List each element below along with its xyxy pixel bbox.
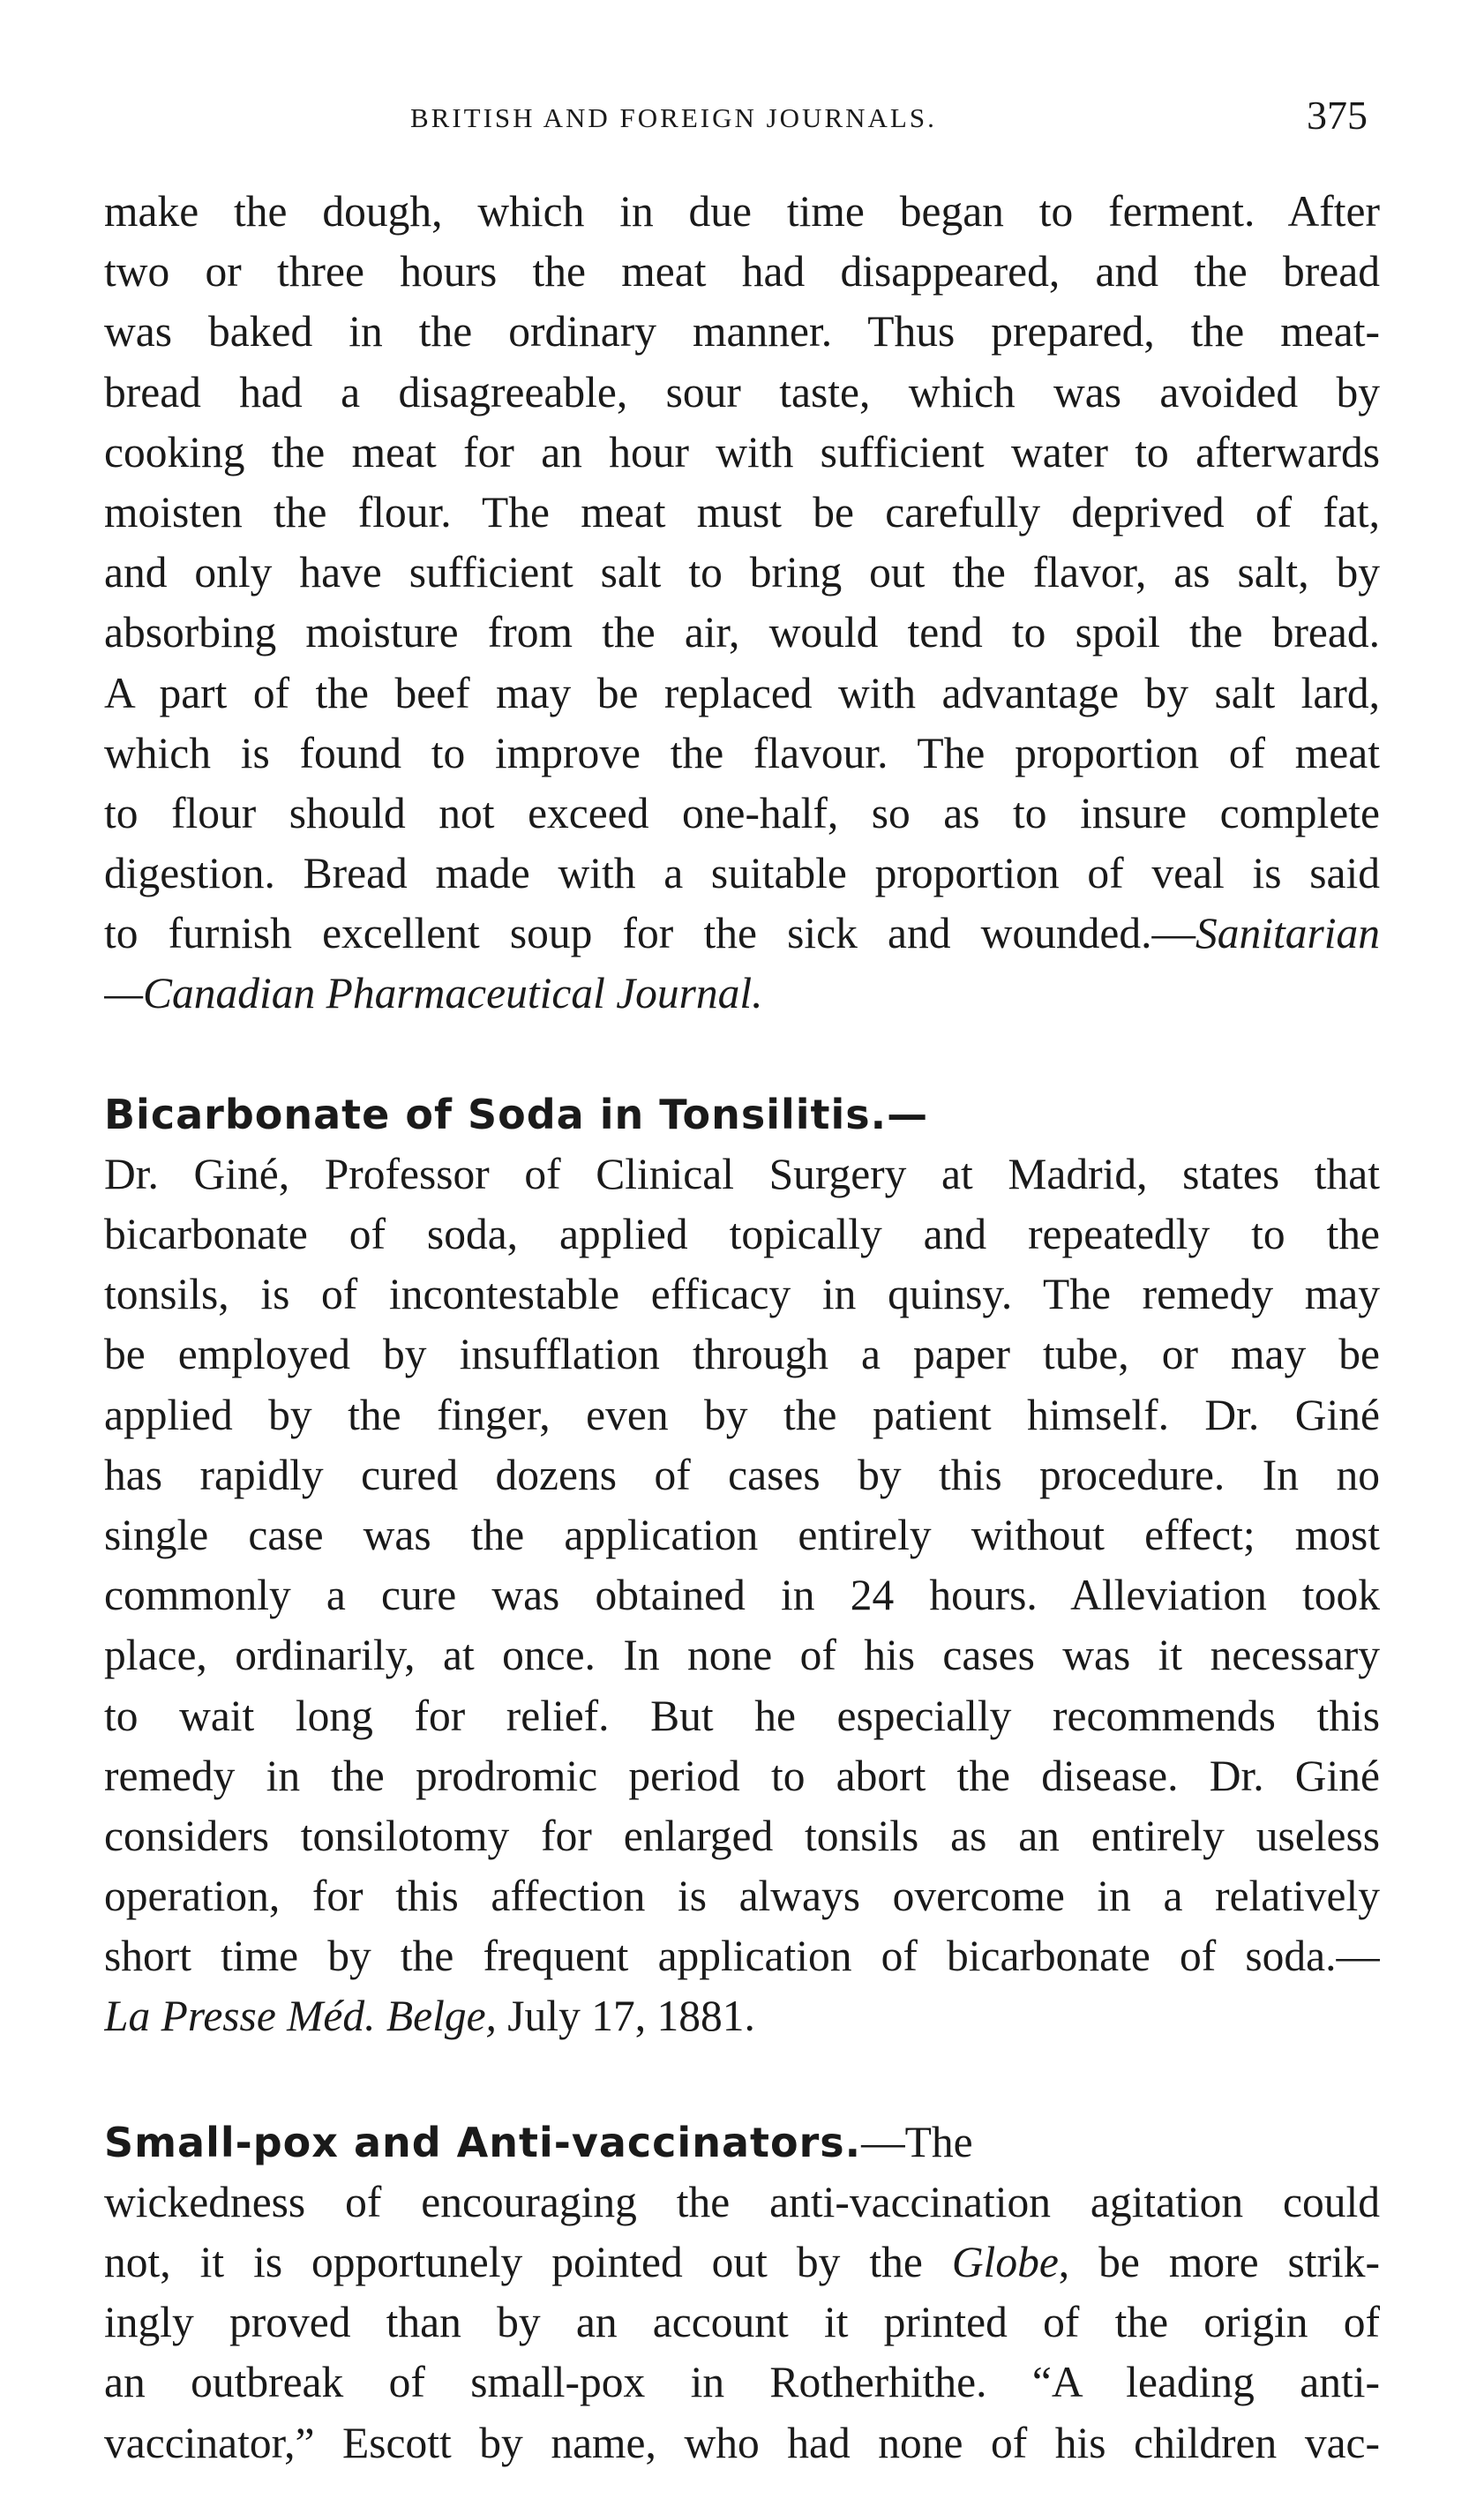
text-line: bicarbonate of soda, applied topically and repeatedly to the bbox=[104, 1210, 1380, 1258]
text-line: bread had a disagreeable, sour taste, which was avoided by bbox=[104, 367, 1380, 416]
text-line: A part of the beef may be replaced with advantage by salt lard, bbox=[104, 668, 1380, 717]
heading-text: Small-pox and Anti-vaccinators. bbox=[104, 2118, 862, 2166]
source-citation bbox=[104, 1986, 1380, 2046]
text-line: vaccinator,” Escott by name, who had none of his children vac- bbox=[104, 2418, 1380, 2467]
text-line: to flour should not exceed one-half, so as to insure complete bbox=[104, 788, 1380, 837]
text-line: and only have sufficient salt to bring out the flavor, as salt, by bbox=[104, 548, 1380, 597]
text-line: commonly a cure was obtained in 24 hours. Alleviation took bbox=[104, 1571, 1380, 1620]
line-text: not, it is opportunely pointed out by the bbox=[104, 2238, 952, 2286]
text-line: wickedness of encouraging the anti-vaccination agitation could bbox=[104, 2177, 1380, 2226]
text-line: cooking the meat for an hour with sufficient water to afterwards bbox=[104, 427, 1380, 477]
text-line: two or three hours the meat had disappeared, and the bread bbox=[104, 247, 1380, 296]
running-title: BRITISH AND FOREIGN JOURNALS. bbox=[410, 102, 937, 133]
page-number: 375 bbox=[1307, 93, 1368, 138]
running-head bbox=[106, 85, 1376, 138]
text-line: make the dough, which in due time began to ferment. After bbox=[104, 187, 1380, 236]
article-body bbox=[104, 182, 1380, 2473]
text-line: moisten the flour. The meat must be carefully deprived of fat, bbox=[104, 487, 1380, 537]
text-line: short time by the frequent application of bicarbonate of soda.— bbox=[104, 1932, 1380, 1981]
text-line: which is found to improve the flavour. The proportion of meat bbox=[104, 728, 1380, 777]
text-line: applied by the finger, even by the patient himself. Dr. Giné bbox=[104, 1390, 1380, 1439]
paragraph-meat-bread bbox=[104, 182, 1380, 1024]
article-smallpox-antivaccinators bbox=[104, 2113, 1380, 2473]
text-line: remedy in the prodromic period to abort the disease. Dr. Giné bbox=[104, 1751, 1380, 1800]
text-line: ingly proved than by an account it printed of the origin of bbox=[104, 2298, 1380, 2347]
newspaper-name: Globe bbox=[951, 2238, 1059, 2286]
text-line: be employed by insufflation through a paper tube, or may be bbox=[104, 1330, 1380, 1379]
source-citation: Sanitarian bbox=[1195, 909, 1380, 958]
text-line: single case was the application entirely without effect; most bbox=[104, 1510, 1380, 1559]
text-line: to wait long for relief. But he especially recommends this bbox=[104, 1691, 1380, 1740]
text-line: digestion. Bread made with a suitable proportion of veal is said bbox=[104, 849, 1380, 898]
text-line: place, ordinarily, at once. In none of his cases was it necessary bbox=[104, 1631, 1380, 1680]
text-line: absorbing moisture from the air, would tend to spoil the bread. bbox=[104, 608, 1380, 657]
text-line: Dr. Giné, Professor of Clinical Surgery at Madrid, states that bbox=[104, 1149, 1380, 1198]
heading-text: Bicarbonate of Soda in Tonsilitis.— bbox=[104, 1090, 929, 1138]
text-line: an outbreak of small-pox in Rotherhithe. “A leading anti- bbox=[104, 2358, 1380, 2407]
citation-date: July 17, 1881. bbox=[496, 1992, 755, 2041]
section-heading bbox=[104, 2113, 1380, 2173]
line-text: to furnish excellent soup for the sick and wounded.— bbox=[104, 909, 1195, 958]
text-line: has rapidly cured dozens of cases by this procedure. In no bbox=[104, 1450, 1380, 1499]
article-bicarbonate-tonsilitis bbox=[104, 1084, 1380, 2047]
citation-journal: La Presse Méd. Belge, bbox=[104, 1992, 497, 2041]
section-spacer bbox=[104, 2047, 1380, 2113]
section-heading bbox=[104, 1084, 1380, 1144]
text-line: considers tonsilotomy for enlarged tonsils as an entirely useless bbox=[104, 1811, 1380, 1860]
text-line bbox=[104, 904, 1380, 964]
section-spacer bbox=[104, 1024, 1380, 1084]
text-line: tonsils, is of incontestable efficacy in quinsy. The remedy may bbox=[104, 1270, 1380, 1319]
text-line: operation, for this affection is always overcome in a relatively bbox=[104, 1872, 1380, 1921]
text-line: was baked in the ordinary manner. Thus prepared, the meat- bbox=[104, 307, 1380, 356]
source-citation: —Canadian Pharmaceutical Journal. bbox=[104, 969, 763, 1018]
text-line bbox=[104, 2233, 1380, 2293]
line-text: , be more strik- bbox=[1058, 2238, 1380, 2286]
heading-tail: —The bbox=[861, 2117, 973, 2166]
